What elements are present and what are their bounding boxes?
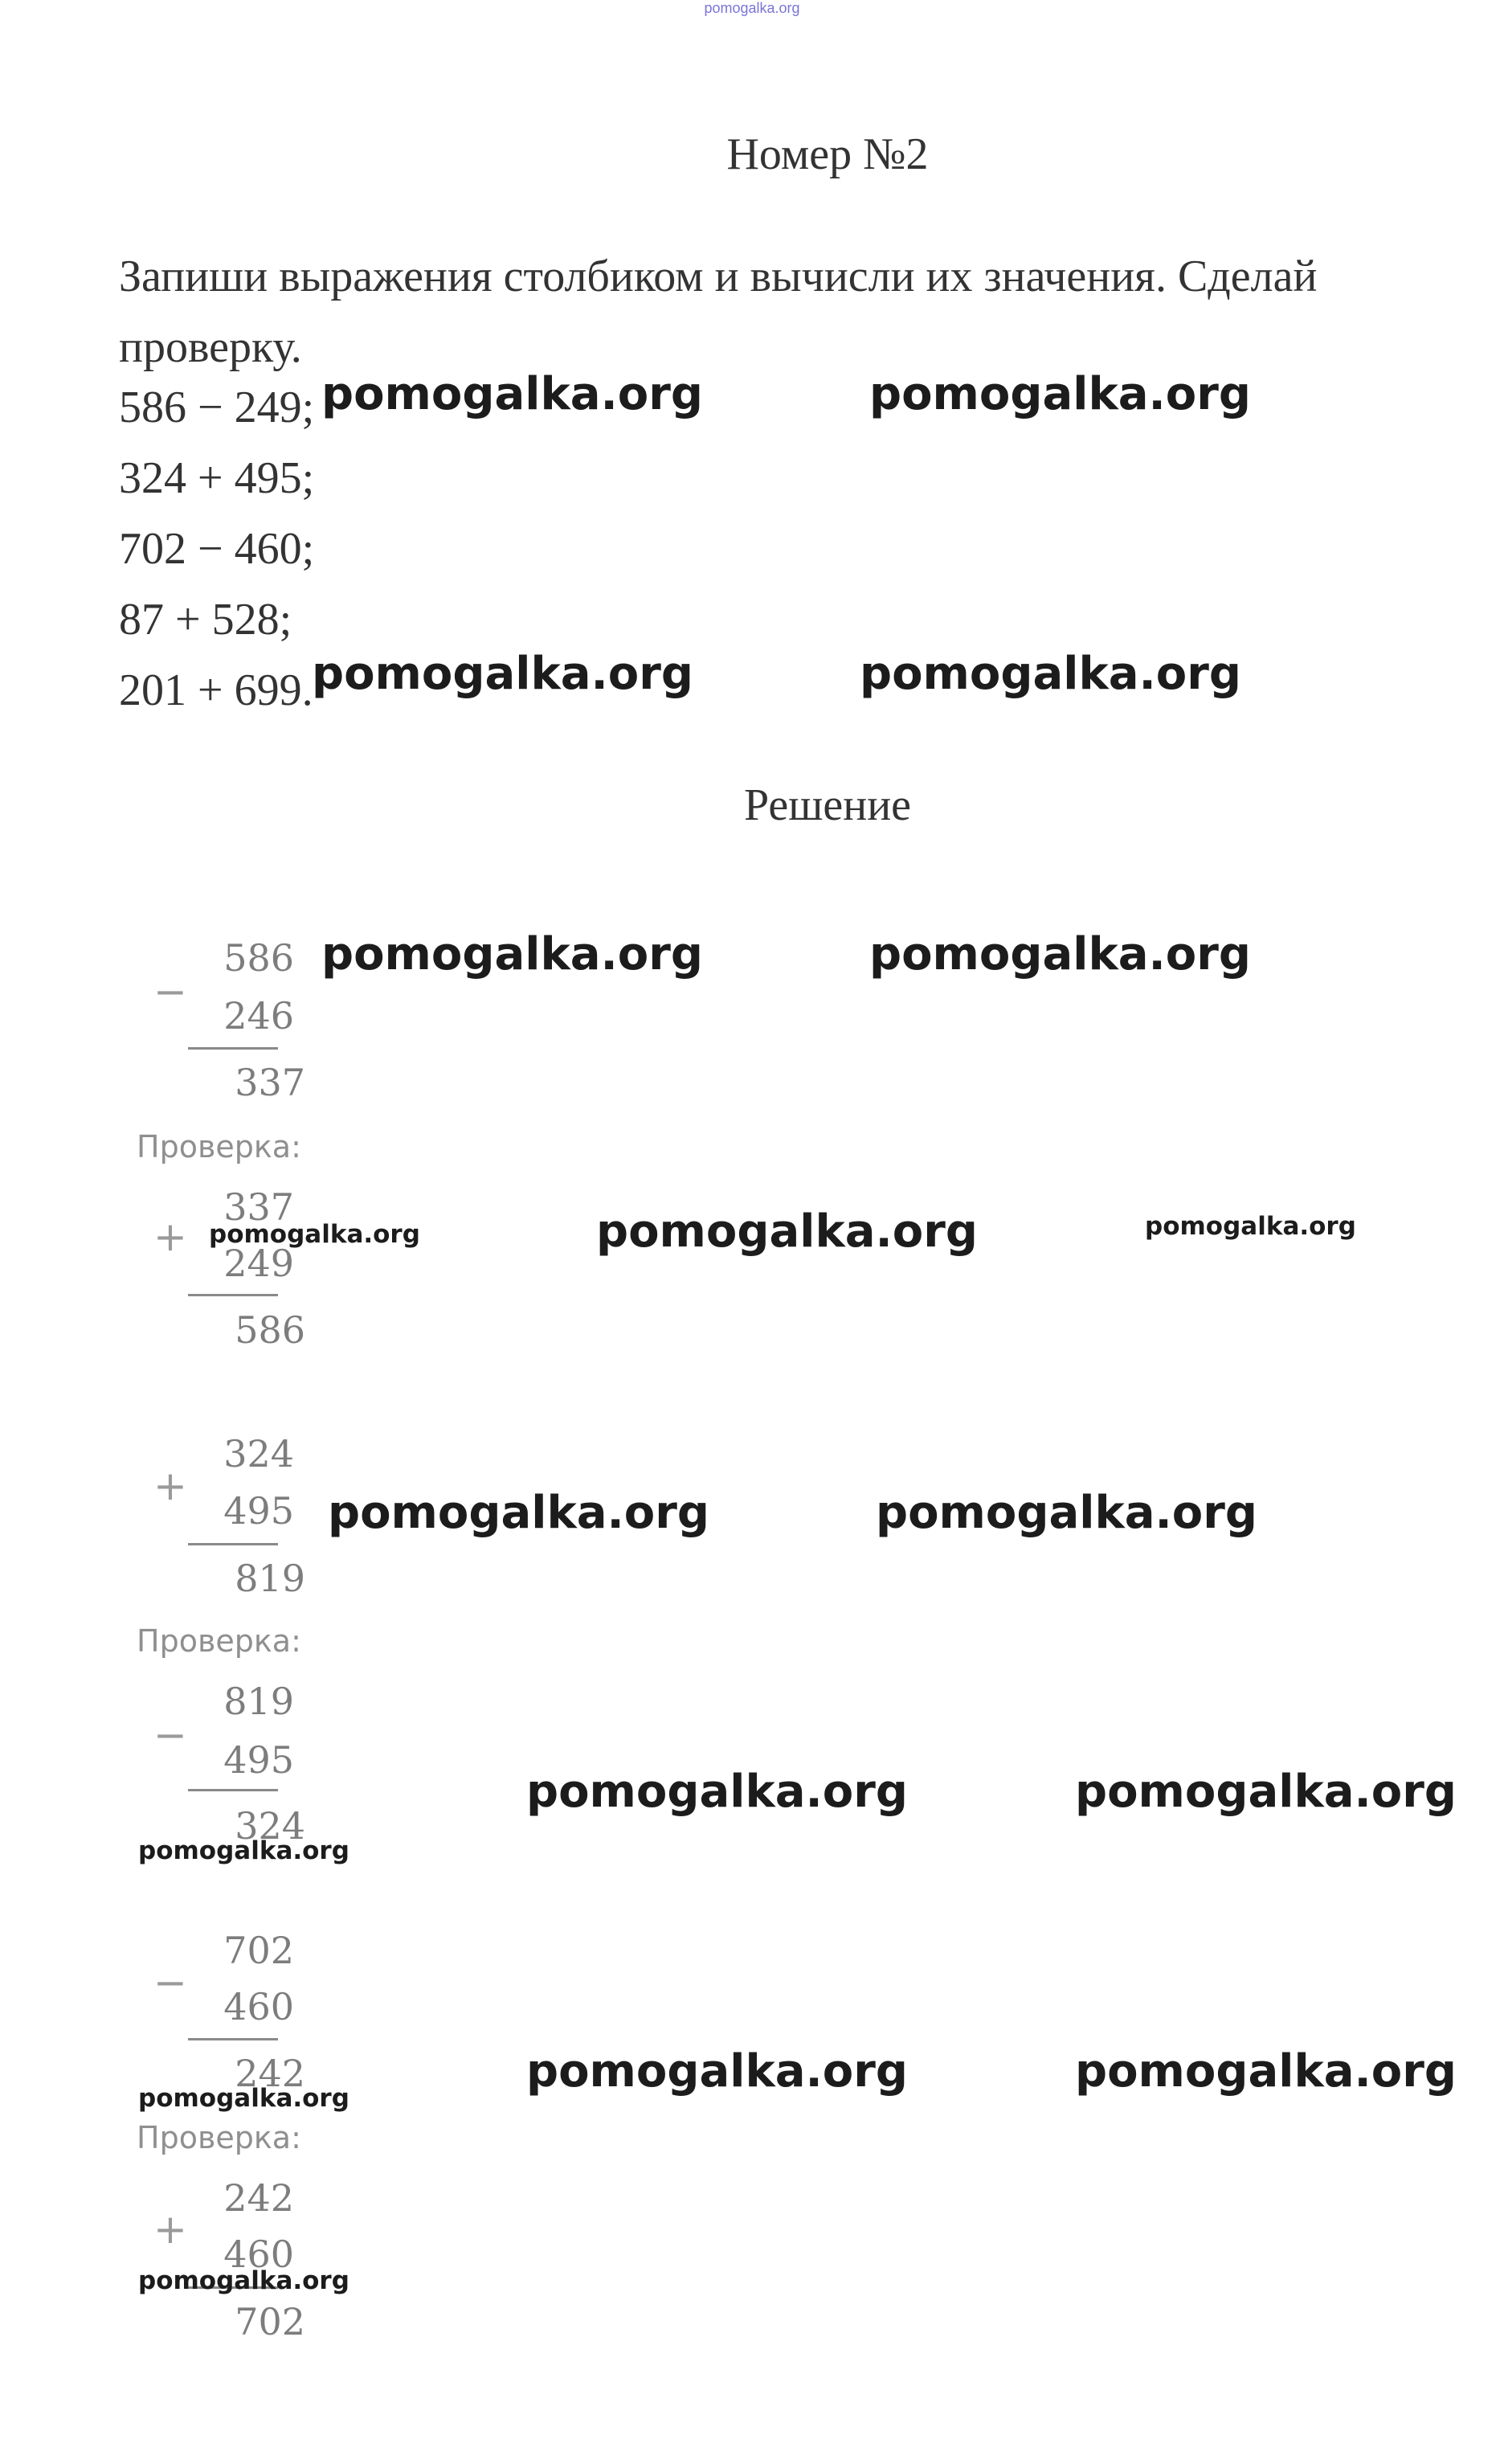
underline	[188, 1789, 278, 1791]
watermark: pomogalka.org	[860, 648, 1241, 700]
expression-4: 87 + 528;	[119, 595, 292, 645]
expression-1: 586 − 249;	[119, 383, 315, 432]
result: 337	[235, 1061, 305, 1104]
plus-sign: +	[153, 2206, 187, 2253]
underline	[188, 1047, 278, 1050]
watermark: pomogalka.org	[876, 1487, 1257, 1539]
result: 702	[235, 2300, 305, 2343]
watermark: pomogalka.org	[138, 2266, 349, 2295]
watermark: pomogalka.org	[1075, 1766, 1457, 1818]
page-title: Номер №2	[726, 129, 929, 179]
watermark: pomogalka.org	[138, 1836, 349, 1865]
operand-a: 819	[223, 1680, 294, 1723]
minus-sign: −	[153, 1712, 187, 1758]
result: 819	[235, 1557, 305, 1600]
operand-a: 702	[223, 1929, 294, 1972]
result: 324	[235, 1804, 305, 1848]
underline	[188, 2038, 278, 2040]
watermark: pomogalka.org	[321, 928, 703, 980]
operand-b: 495	[223, 1738, 294, 1782]
expression-5: 201 + 699.	[119, 665, 313, 715]
operand-b: 460	[223, 1985, 294, 2028]
operand-a: 337	[223, 1185, 294, 1229]
operand-a: 242	[223, 2176, 294, 2220]
operand-b: 495	[223, 1489, 294, 1533]
watermark: pomogalka.org	[1145, 1212, 1356, 1241]
watermark: pomogalka.org	[138, 2084, 349, 2113]
watermark: pomogalka.org	[1075, 2045, 1457, 2098]
watermark: pomogalka.org	[321, 368, 703, 420]
plus-sign: +	[153, 1214, 187, 1260]
operand-a: 324	[223, 1432, 294, 1476]
minus-sign: −	[153, 1959, 187, 2006]
operand-b: 249	[223, 1242, 294, 1285]
operand-b: 460	[223, 2233, 294, 2276]
watermark: pomogalka.org	[312, 648, 693, 700]
task-text: Запиши выражения столбиком и вычисли их значения. Сделай проверку.	[119, 252, 1318, 372]
watermark: pomogalka.org	[328, 1487, 709, 1539]
expression-2: 324 + 495;	[119, 453, 315, 503]
watermark: pomogalka.org	[526, 1766, 908, 1818]
solution-heading: Решение	[743, 780, 912, 830]
check-label: Проверка:	[137, 2120, 301, 2155]
underline	[188, 1294, 278, 1296]
underline	[188, 1543, 278, 1545]
plus-sign: +	[153, 1463, 187, 1509]
watermark: pomogalka.org	[869, 368, 1251, 420]
expression-3: 702 − 460;	[119, 524, 315, 574]
check-label: Проверка:	[137, 1129, 301, 1164]
minus-sign: −	[153, 968, 187, 1015]
result: 586	[235, 1308, 305, 1352]
watermark: pomogalka.org	[526, 2045, 908, 2098]
operand-b: 246	[223, 994, 294, 1038]
watermark: pomogalka.org	[209, 1220, 420, 1249]
watermark: pomogalka.org	[869, 928, 1251, 980]
watermark: pomogalka.org	[596, 1205, 978, 1258]
operand-a: 586	[223, 936, 294, 980]
check-label: Проверка:	[137, 1623, 301, 1659]
result: 242	[235, 2052, 305, 2095]
site-label[interactable]: pomogalka.org	[704, 0, 800, 16]
